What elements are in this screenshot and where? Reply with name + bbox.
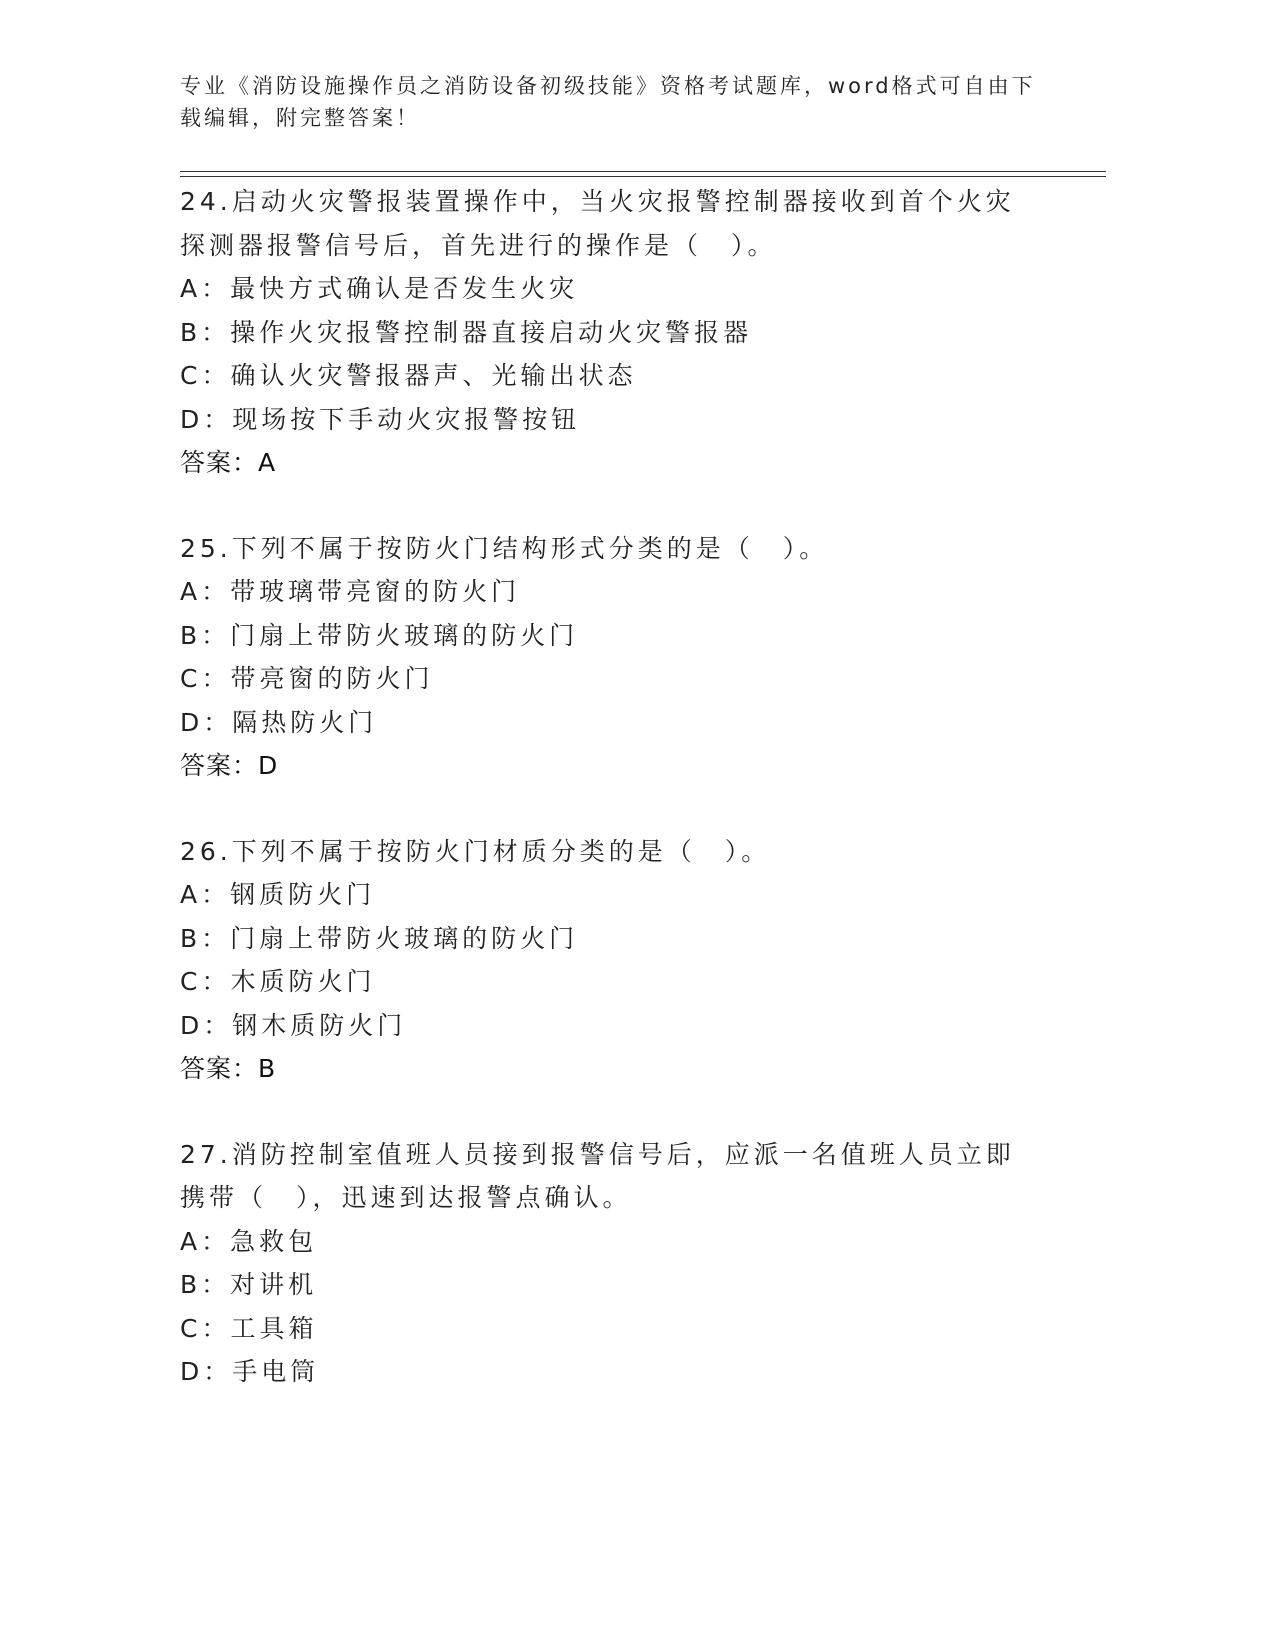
question-26	[180, 830, 1040, 1091]
question-stem: 25.下列不属于按防火门结构形式分类的是（ ）。	[180, 533, 829, 563]
option-a: A：急救包	[180, 1226, 318, 1256]
question-stem: 24.启动火灾警报装置操作中，当火灾报警控制器接收到首个火灾探测器报警信号后，首先进行的操作是（ ）。	[180, 187, 1015, 260]
question-25	[180, 527, 1040, 788]
option-a: A：带玻璃带亮窗的防火门	[180, 577, 521, 606]
option-b: B：操作火灾报警控制器直接启动火灾警报器	[180, 317, 753, 347]
option-c: C：带亮窗的防火门	[180, 664, 434, 693]
option-d: D：隔热防火门	[180, 707, 378, 737]
question-stem: 27.消防控制室值班人员接到报警信号后，应派一名值班人员立即携带（ ），迅速到达报警点确认。	[180, 1139, 1015, 1212]
option-c: C：确认火灾警报器声、光输出状态	[180, 361, 637, 390]
option-a: A：最快方式确认是否发生火灾	[180, 274, 579, 303]
answer-label: 答案：B	[180, 1054, 277, 1083]
question-stem: 26.下列不属于按防火门材质分类的是（ ）。	[180, 836, 771, 866]
option-a: A：钢质防火门	[180, 880, 376, 909]
question-24	[180, 180, 1040, 485]
option-c: C：木质防火门	[180, 967, 376, 996]
option-d: D：现场按下手动火灾报警按钮	[180, 404, 581, 434]
option-b: B：对讲机	[180, 1270, 318, 1299]
answer-label: 答案：A	[180, 448, 277, 477]
answer-label: 答案：D	[180, 751, 279, 780]
header-divider-top	[180, 171, 1106, 172]
option-c: C：工具箱	[180, 1313, 318, 1343]
option-d: D：钢木质防火门	[180, 1010, 407, 1040]
option-b: B：门扇上带防火玻璃的防火门	[180, 620, 579, 650]
header-divider-bottom	[180, 176, 1106, 177]
option-b: B：门扇上带防火玻璃的防火门	[180, 923, 579, 953]
question-27	[180, 1133, 1040, 1394]
header-text: 专业《消防设施操作员之消防设备初级技能》资格考试题库，word格式可自由下载编辑，附完整答案！	[180, 74, 1036, 130]
question-list	[180, 180, 1040, 1436]
document-header	[180, 70, 1040, 134]
option-d: D：手电筒	[180, 1357, 320, 1386]
